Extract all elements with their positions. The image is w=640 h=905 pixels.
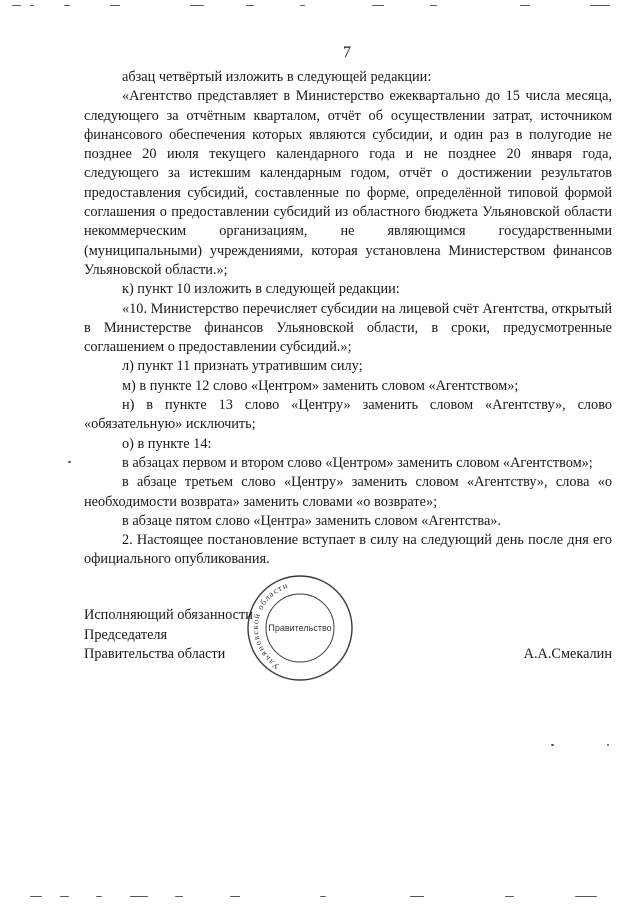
paragraph-6: м) в пункте 12 слово «Центром» заменить словом «Агентством»; xyxy=(122,377,519,394)
scan-speck xyxy=(607,744,609,746)
signature-title-line-2: Председателя xyxy=(84,626,168,643)
scan-edge-bottom xyxy=(0,888,640,905)
document-body xyxy=(84,68,612,570)
seal-center-text: Правительство xyxy=(268,623,332,633)
signature-title-line-1: Исполняющий обязанности xyxy=(84,607,253,623)
signatory-name: А.А.Смекалин xyxy=(523,646,612,662)
paragraph-7: н) в пункте 13 слово «Центру» заменить словом «Агентству», слово «обязательную» исключить; xyxy=(84,397,612,433)
paragraph-3: к) пункт 10 изложить в следующей редакции: xyxy=(122,281,400,298)
paragraph-10: в абзаце третьем слово «Центру» заменить словом «Агентству», слова «о необходимости возврата» заменить словами «о возврате»; xyxy=(84,474,612,510)
scan-edge-top xyxy=(0,0,640,12)
signature-block xyxy=(84,606,612,665)
paragraph-12: 2. Настоящее постановление вступает в силу на следующий день после дня его официального опубликования. xyxy=(84,532,612,568)
signature-title-line-3: Правительства области xyxy=(84,646,226,662)
seal-ring-text: Ульяновской области xyxy=(249,579,290,672)
paragraph-4: «10. Министерство перечисляет субсидии на лицевой счёт Агентства, открытый в Министерстве финансов Ульяновской области, в сроки, предусмотренные соглашением о предоставлении субсидий.»; xyxy=(84,300,612,356)
scan-speck xyxy=(551,744,554,746)
page-number: 7 xyxy=(343,44,351,61)
paragraph-9: в абзацах первом и втором слово «Центром» заменить словом «Агентством»; xyxy=(122,454,593,471)
scan-speck xyxy=(68,461,71,463)
paragraph-2: «Агентство представляет в Министерство ежеквартально до 15 числа месяца, следующего за отчётным кварталом, отчёт об осуществлении затрат, источником финансового обеспечения которых являются субсидии, и один раз в полугодие не позднее 20 июля текущего календарного года и не позднее 20 января года, следующего за истекшим календарным годом, отчёт о достижении результатов предоставления субсидий, составленные по форме, определённой типовой формой соглашения о предоставлении субсидий из областного бюджета Ульяновской области некоммерческим организациям, не являющимся государственными (муниципальными) учреждениями, которая установлена Министерством финансов Ульяновской области.»; xyxy=(84,88,612,278)
paragraph-11: в абзаце пятом слово «Центра» заменить словом «Агентства». xyxy=(122,512,502,529)
paragraph-8: о) в пункте 14: xyxy=(122,435,212,452)
paragraph-5: л) пункт 11 признать утратившим силу; xyxy=(122,358,363,375)
paragraph-1: абзац четвёртый изложить в следующей редакции: xyxy=(122,69,432,85)
